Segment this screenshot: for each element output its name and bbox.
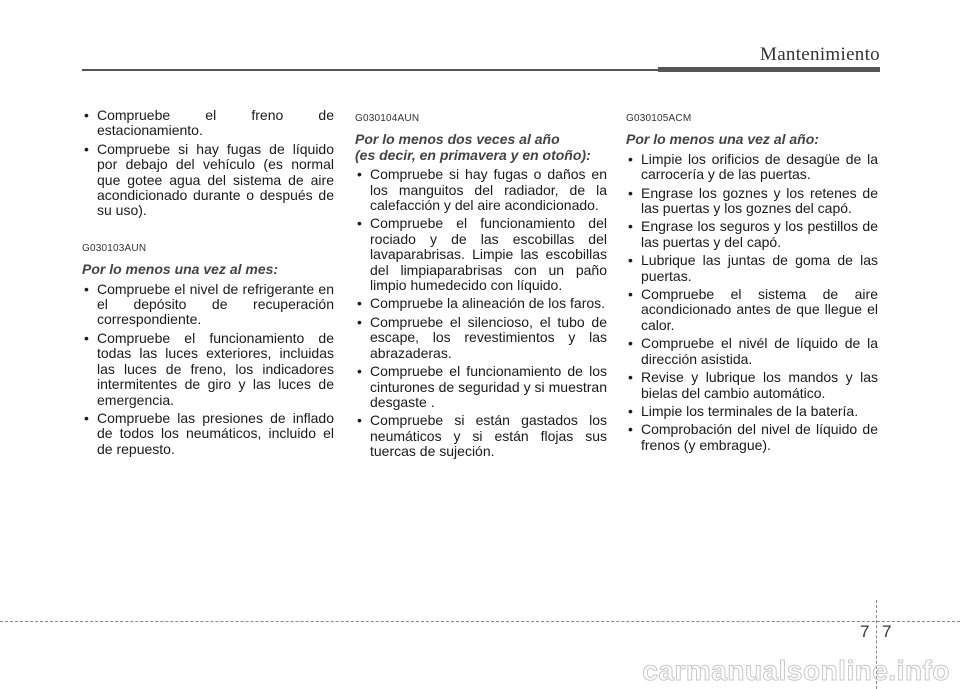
list-item: • Compruebe si hay fugas de líquido por debajo del vehículo (es normal que gotee agua del sistema de aire acondicionado durante o después de su uso).: [82, 142, 334, 219]
checklist-biannual: [355, 167, 607, 459]
column-3: [626, 108, 878, 456]
list-item: • Compruebe el sistema de aire acondicionado antes de que llegue el calor.: [626, 287, 878, 333]
section-heading-biannual: [355, 132, 607, 163]
section-code: G030105ACM: [626, 113, 692, 124]
list-item: • Compruebe el freno de estacionamiento.: [82, 108, 334, 139]
list-item: • Comprobación del nivel de líquido de frenos (y embrague).: [626, 422, 878, 453]
list-item: • Compruebe el funcionamiento del rociado y de las escobillas del lavaparabrisas. Limpie las escobillas del limpiaparabrisas con un paño limpio humedecido con líquido.: [355, 216, 607, 293]
chapter-number: 7: [860, 622, 870, 641]
list-item: • Compruebe la alineación de los faros.: [355, 296, 607, 311]
section-code: G030104AUN: [355, 113, 420, 124]
column-1: [82, 108, 334, 460]
list-item: • Compruebe si están gastados los neumáticos y si están flojas sus tuercas de sujeción.: [355, 413, 607, 459]
list-item: • Compruebe el silencioso, el tubo de escape, los revestimientos y las abrazaderas.: [355, 315, 607, 361]
list-item: • Limpie los orificios de desagüe de la carrocería y de las puertas.: [626, 152, 878, 183]
page-header-title: Mantenimiento: [760, 44, 880, 65]
heading-line: (es decir, en primavera y en otoño):: [355, 146, 591, 163]
checklist-monthly: [82, 282, 334, 457]
list-item: • Engrase los goznes y los retenes de las puertas y los goznes del capó.: [626, 186, 878, 217]
list-item: • Compruebe el nivél de líquido de la dirección asistida.: [626, 336, 878, 367]
list-item: • Compruebe las presiones de inflado de todos los neumáticos, incluido el de repuesto.: [82, 411, 334, 457]
heading-line: Por lo menos dos veces al año: [355, 131, 560, 148]
column-2: [355, 108, 607, 463]
list-item: • Revise y lubrique los mandos y las bielas del cambio automático.: [626, 370, 878, 401]
list-item: • Compruebe si hay fugas o daños en los manguitos del radiador, de la calefacción y del aire acondicionado.: [355, 167, 607, 213]
section-heading-annual: Por lo menos una vez al año:: [626, 131, 819, 148]
list-item: • Compruebe el funcionamiento de todas las luces exteriores, incluidas las luces de freno, los indicadores intermitentes de giro y las luces de emergencia.: [82, 331, 334, 408]
checklist-annual: [626, 152, 878, 453]
list-item: • Engrase los seguros y los pestillos de las puertas y del capó.: [626, 219, 878, 250]
section-code: G030103AUN: [82, 242, 147, 254]
list-item: • Compruebe el nivel de refrigerante en el depósito de recuperación correspondiente.: [82, 282, 334, 328]
checklist-general: [82, 108, 334, 219]
watermark: carmanualsonline.info: [642, 655, 950, 686]
header-rule-accent: [658, 67, 880, 72]
page-number: 7: [882, 622, 892, 641]
list-item: • Limpie los terminales de la batería.: [626, 404, 878, 419]
footer-rule: [0, 621, 960, 622]
list-item: • Lubrique las juntas de goma de las puertas.: [626, 253, 878, 284]
section-heading-monthly: Por lo menos una vez al mes:: [82, 261, 279, 278]
list-item: • Compruebe el funcionamiento de los cinturones de seguridad y si muestran desgaste .: [355, 364, 607, 410]
